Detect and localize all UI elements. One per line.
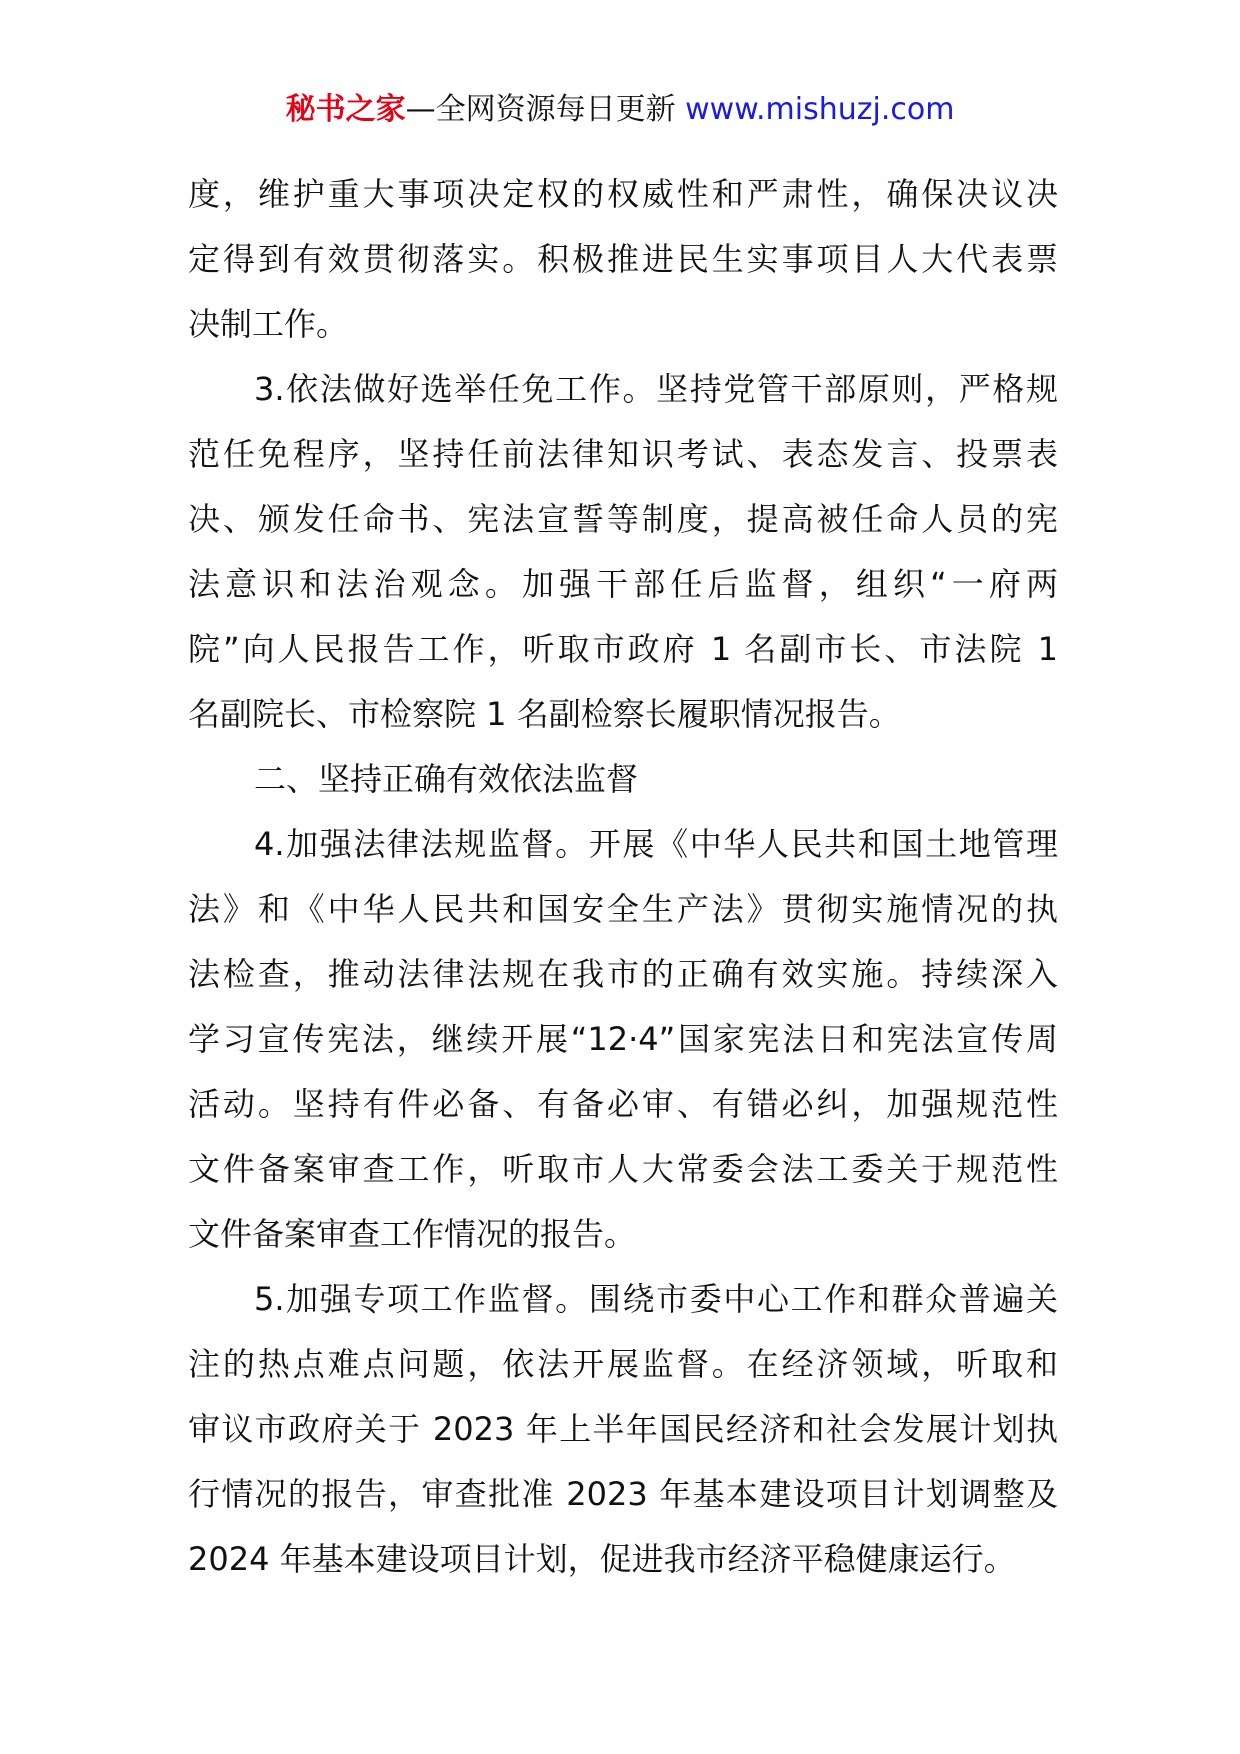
body-line: 4.加强法律法规监督。开展《中华人民共和国土地管理 — [254, 825, 1058, 863]
body-line: 定得到有效贯彻落实。积极推进民生实事项目人大代表票 — [188, 240, 1058, 278]
document-body — [188, 162, 1058, 1592]
body-line: 审议市政府关于 2023 年上半年国民经济和社会发展计划执 — [188, 1410, 1058, 1448]
site-header — [0, 90, 1240, 130]
body-line: 注的热点难点问题，依法开展监督。在经济领域，听取和 — [188, 1345, 1058, 1383]
body-line: 法意识和法治观念。加强干部任后监督，组织“一府两 — [188, 565, 1058, 603]
body-line: 决、颁发任命书、宪法宣誓等制度，提高被任命人员的宪 — [188, 500, 1058, 538]
site-url-link[interactable]: www.mishuzj.com — [685, 92, 955, 127]
section-heading: 二、坚持正确有效依法监督 — [254, 760, 639, 798]
body-line: 决制工作。 — [188, 305, 349, 343]
body-line: 学习宣传宪法，继续开展“12·4”国家宪法日和宪法宣传周 — [188, 1020, 1058, 1058]
body-line: 院”向人民报告工作，听取市政府 1 名副市长、市法院 1 — [188, 630, 1058, 668]
header-tagline: —全网资源每日更新 — [405, 92, 676, 127]
body-line: 活动。坚持有件必备、有备必审、有错必纠，加强规范性 — [188, 1085, 1058, 1123]
body-line: 文件备案审查工作情况的报告。 — [188, 1215, 637, 1253]
body-line: 2024 年基本建设项目计划，促进我市经济平稳健康运行。 — [188, 1540, 1016, 1578]
body-line: 名副院长、市检察院 1 名副检察长履职情况报告。 — [188, 695, 901, 733]
body-line: 3.依法做好选举任免工作。坚持党管干部原则，严格规 — [254, 370, 1058, 408]
body-line: 5.加强专项工作监督。围绕市委中心工作和群众普遍关 — [254, 1280, 1058, 1318]
body-line: 法检查，推动法律法规在我市的正确有效实施。持续深入 — [188, 955, 1058, 993]
body-line: 法》和《中华人民共和国安全生产法》贯彻实施情况的执 — [188, 890, 1058, 928]
brand-name: 秘书之家 — [285, 92, 406, 127]
body-line: 行情况的报告，审查批准 2023 年基本建设项目计划调整及 — [188, 1475, 1058, 1513]
body-line: 文件备案审查工作，听取市人大常委会法工委关于规范性 — [188, 1150, 1058, 1188]
body-line: 范任免程序，坚持任前法律知识考试、表态发言、投票表 — [188, 435, 1058, 473]
body-line: 度，维护重大事项决定权的权威性和严肃性，确保决议决 — [188, 175, 1058, 213]
